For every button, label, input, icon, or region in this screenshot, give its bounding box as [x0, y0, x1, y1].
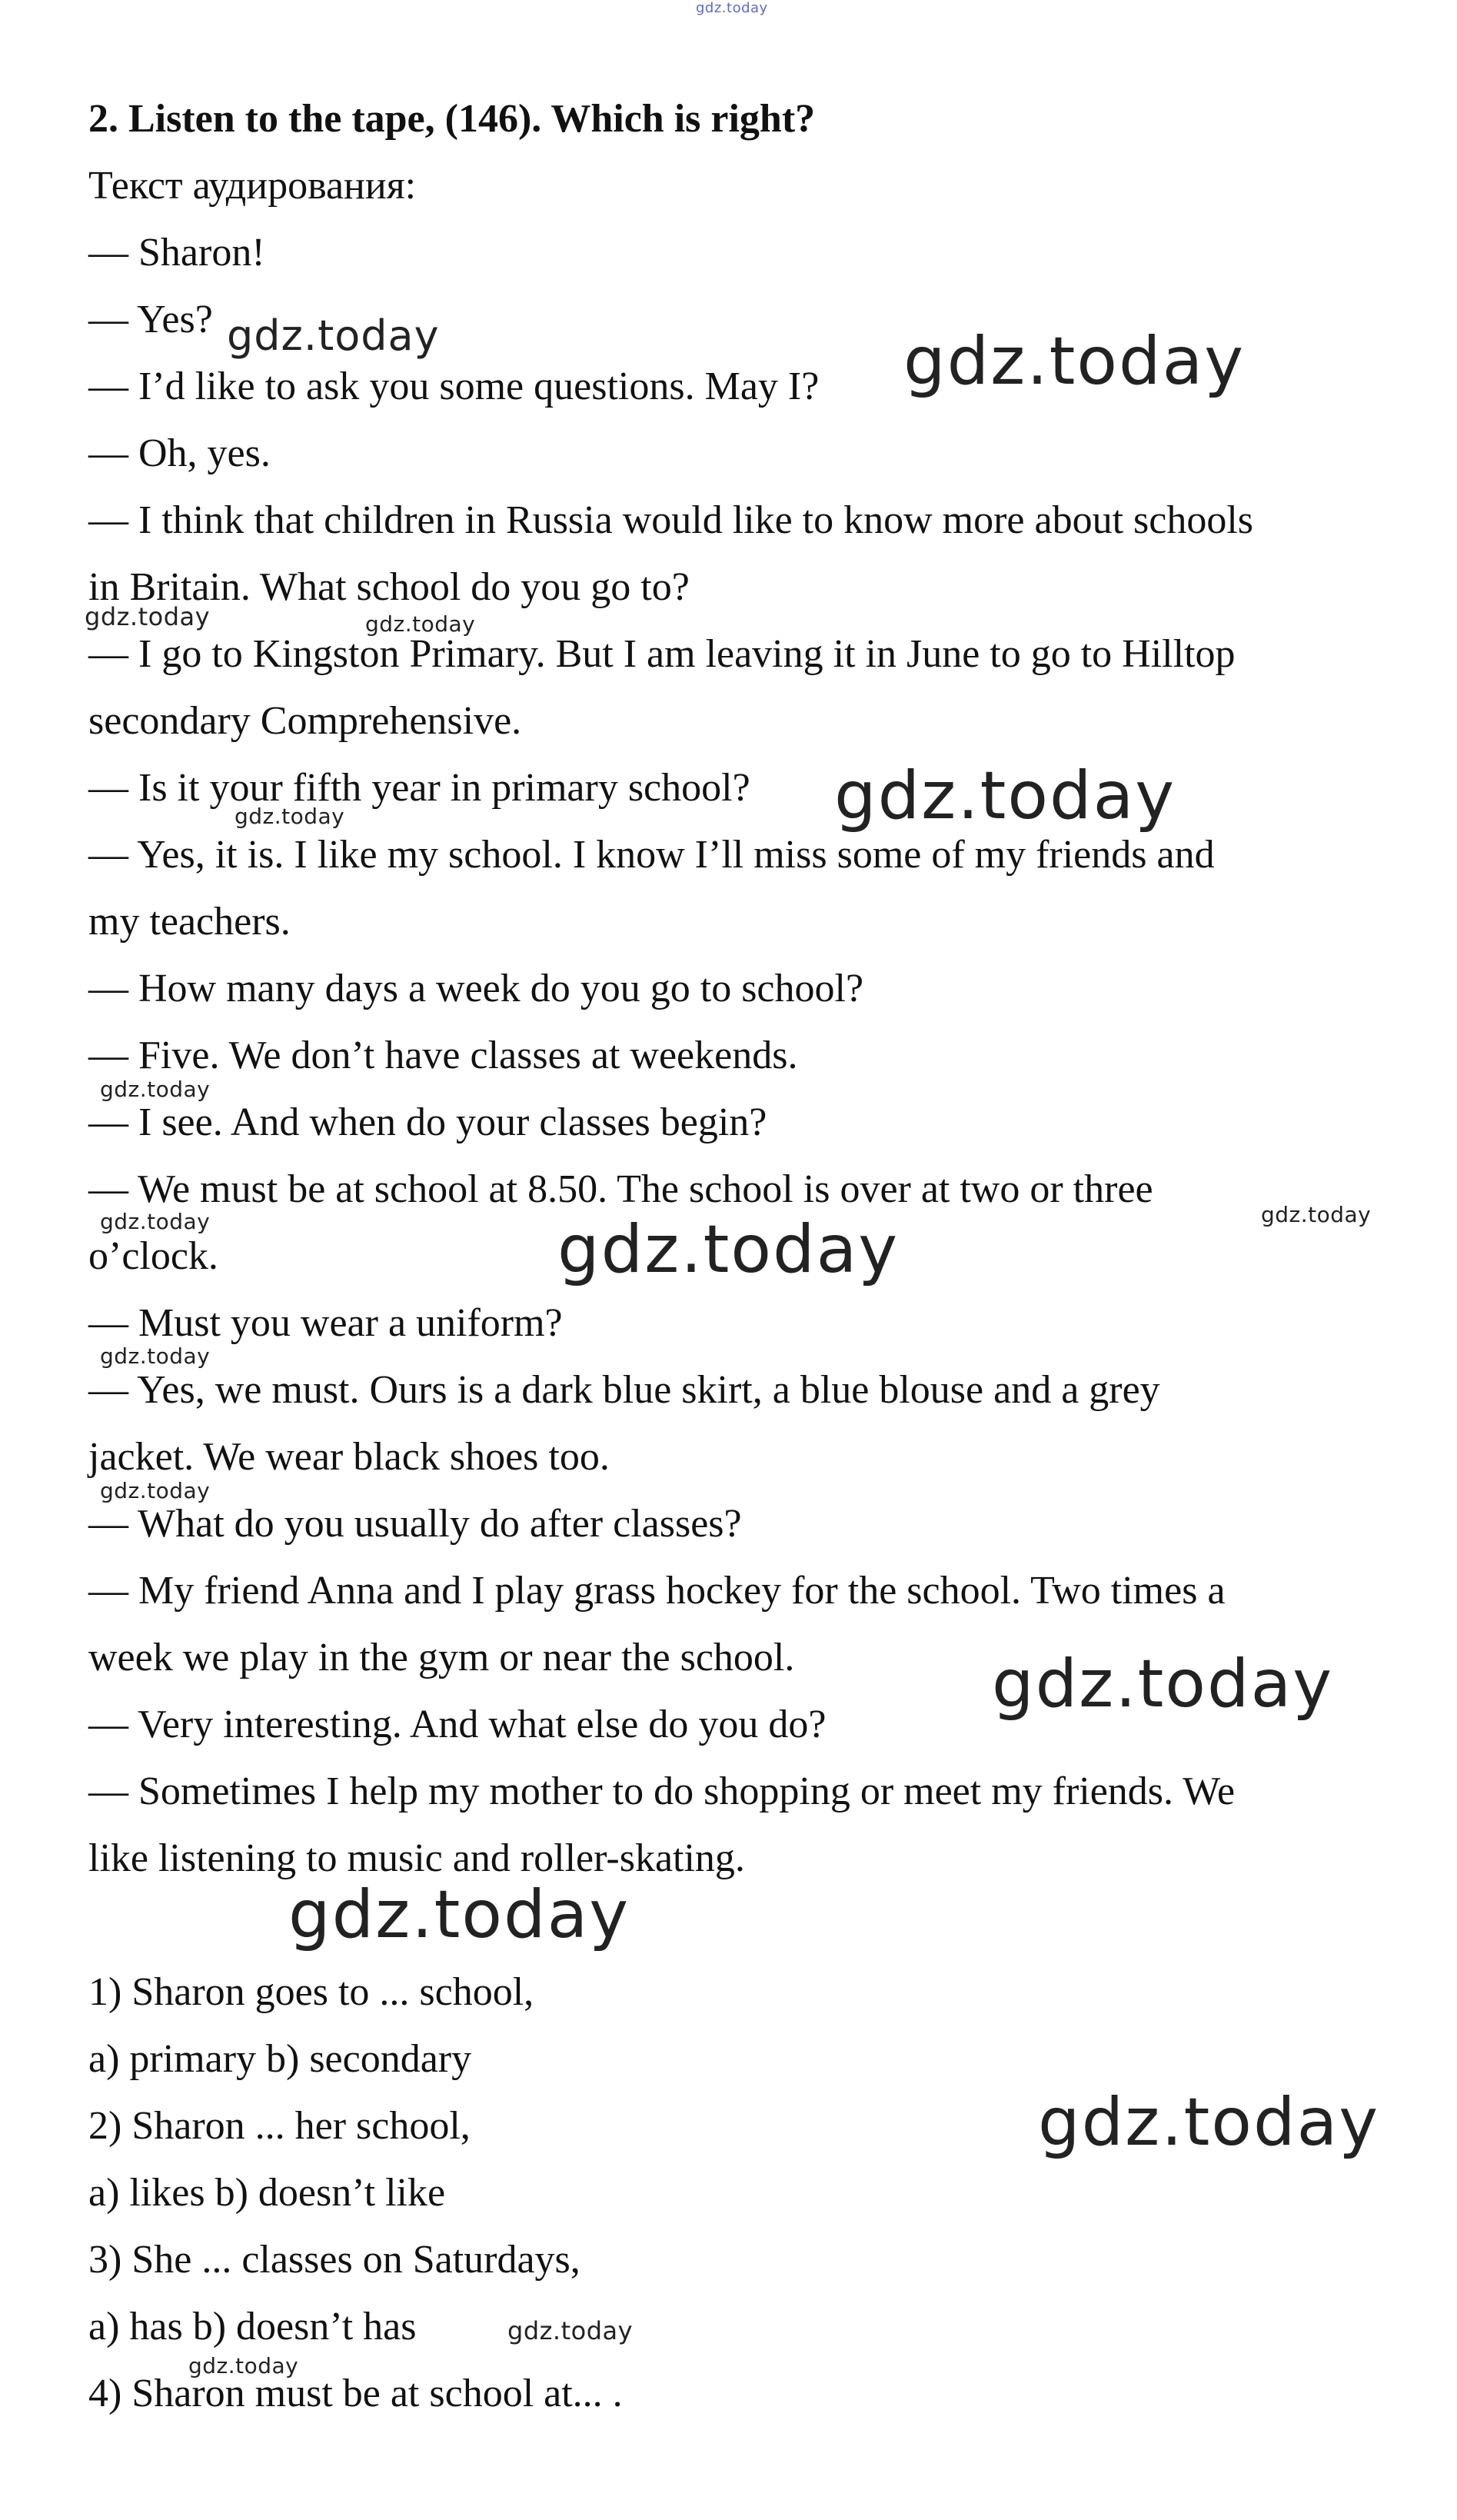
- watermark: gdz.today: [227, 311, 440, 360]
- watermark: gdz.today: [85, 602, 211, 631]
- dialogue-line: jacket. We wear black shoes too.: [88, 1435, 610, 1479]
- watermark: gdz.today: [100, 1209, 211, 1234]
- dialogue-line: — We must be at school at 8.50. The school is over at two or three: [88, 1167, 1153, 1211]
- watermark: gdz.today: [834, 757, 1176, 834]
- question-line: 4) Sharon must be at school at... .: [88, 2372, 623, 2415]
- watermark: gdz.today: [100, 1478, 211, 1503]
- answer-options: a) has b) doesn’t has: [88, 2305, 417, 2349]
- watermark: gdz.today: [557, 1211, 900, 1288]
- question-line: 2) Sharon ... her school,: [88, 2104, 471, 2148]
- dialogue-line: — Must you wear a uniform?: [88, 1301, 563, 1345]
- dialogue-line: — What do you usually do after classes?: [88, 1502, 742, 1546]
- dialogue-line: — Yes, it is. I like my school. I know I’ll miss some of my friends and: [88, 833, 1215, 877]
- dialogue-line: — Sometimes I help my mother to do shopping or meet my friends. We: [88, 1769, 1236, 1813]
- watermark-top: gdz.today: [696, 0, 768, 16]
- transcript-label: Текст аудирования:: [88, 164, 417, 208]
- dialogue-line: — Five. We don’t have classes at weekends.: [88, 1034, 798, 1077]
- dialogue-line: o’clock.: [88, 1234, 218, 1278]
- watermark: gdz.today: [1261, 1202, 1372, 1227]
- dialogue-line: secondary Comprehensive.: [88, 699, 522, 743]
- watermark: gdz.today: [365, 611, 476, 637]
- dialogue-line: — I see. And when do your classes begin?: [88, 1100, 767, 1144]
- watermark: gdz.today: [903, 323, 1246, 400]
- dialogue-line: in Britain. What school do you go to?: [88, 565, 690, 609]
- dialogue-line: — Very interesting. And what else do you do?: [88, 1703, 827, 1746]
- watermark: gdz.today: [188, 2353, 299, 2379]
- watermark: gdz.today: [100, 1077, 211, 1102]
- watermark: gdz.today: [100, 1343, 211, 1369]
- question-line: 3) She ... classes on Saturdays,: [88, 2238, 580, 2282]
- dialogue-line: my teachers.: [88, 900, 291, 944]
- answer-options: a) primary b) secondary: [88, 2037, 472, 2081]
- watermark: gdz.today: [507, 2316, 634, 2345]
- dialogue-line: — Is it your fifth year in primary school?: [88, 766, 750, 810]
- dialogue-line: like listening to music and roller-skating.: [88, 1836, 745, 1880]
- dialogue-line: — I go to Kingston Primary. But I am leaving it in June to go to Hilltop: [88, 632, 1236, 676]
- dialogue-line: week we play in the gym or near the school.: [88, 1636, 795, 1679]
- watermark: gdz.today: [235, 804, 345, 829]
- dialogue-line: — I think that children in Russia would like to know more about schools: [88, 498, 1254, 542]
- dialogue-line: — Yes?: [88, 298, 213, 341]
- dialogue-line: — My friend Anna and I play grass hockey for the school. Two times a: [88, 1569, 1226, 1613]
- dialogue-line: — Sharon!: [88, 231, 265, 275]
- dialogue-line: — Oh, yes.: [88, 431, 271, 475]
- answer-options: a) likes b) doesn’t like: [88, 2171, 446, 2215]
- dialogue-line: — Yes, we must. Ours is a dark blue skirt, a blue blouse and a grey: [88, 1368, 1160, 1412]
- exercise-heading: 2. Listen to the tape, (146). Which is right?: [88, 97, 816, 141]
- watermark: gdz.today: [288, 1876, 630, 1953]
- dialogue-line: — I’d like to ask you some questions. May I?: [88, 365, 820, 408]
- question-line: 1) Sharon goes to ... school,: [88, 1970, 534, 2014]
- dialogue-line: — How many days a week do you go to school?: [88, 967, 864, 1010]
- watermark: gdz.today: [1038, 2084, 1380, 2161]
- watermark: gdz.today: [992, 1646, 1334, 1723]
